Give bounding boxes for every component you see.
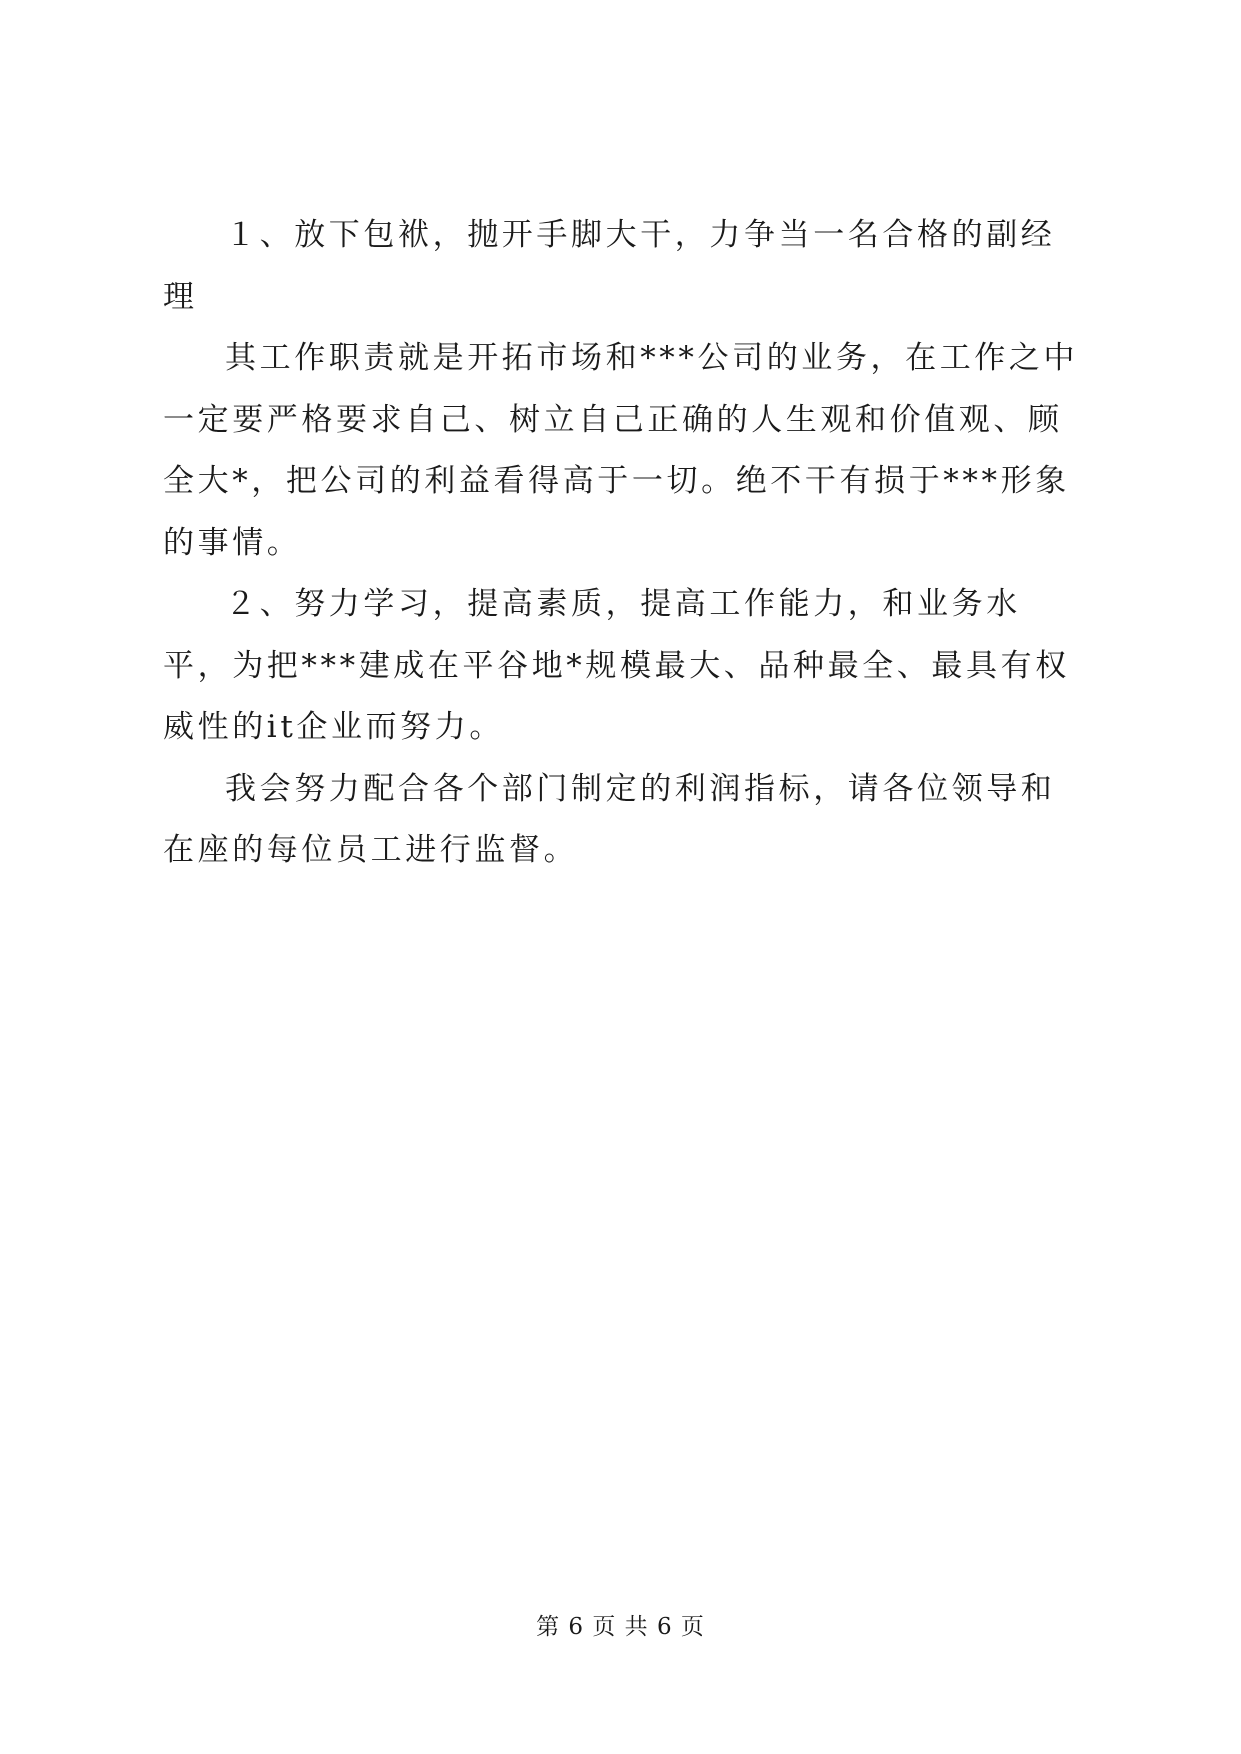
paragraph-3: ２、努力学习，提高素质，提高工作能力，和业务水平，为把***建成在平谷地*规模最大、品种最全、最具有权威性的it企业而努力。 bbox=[163, 586, 1070, 745]
paragraph-1: １、放下包袱，抛开手脚大干，力争当一名合格的副经理 bbox=[163, 217, 1056, 315]
document-body bbox=[163, 205, 1083, 882]
paragraph-2: 其工作职责就是开拓市场和***公司的业务，在工作之中一定要严格要求自己、树立自己正确的人生观和价值观、顾全大*，把公司的利益看得高于一切。绝不干有损于***形象的事情。 bbox=[163, 340, 1079, 561]
page-number-footer: 第 6 页 共 6 页 bbox=[536, 1614, 705, 1640]
paragraph-4: 我会努力配合各个部门制定的利润指标，请各位领导和在座的每位员工进行监督。 bbox=[163, 770, 1056, 868]
